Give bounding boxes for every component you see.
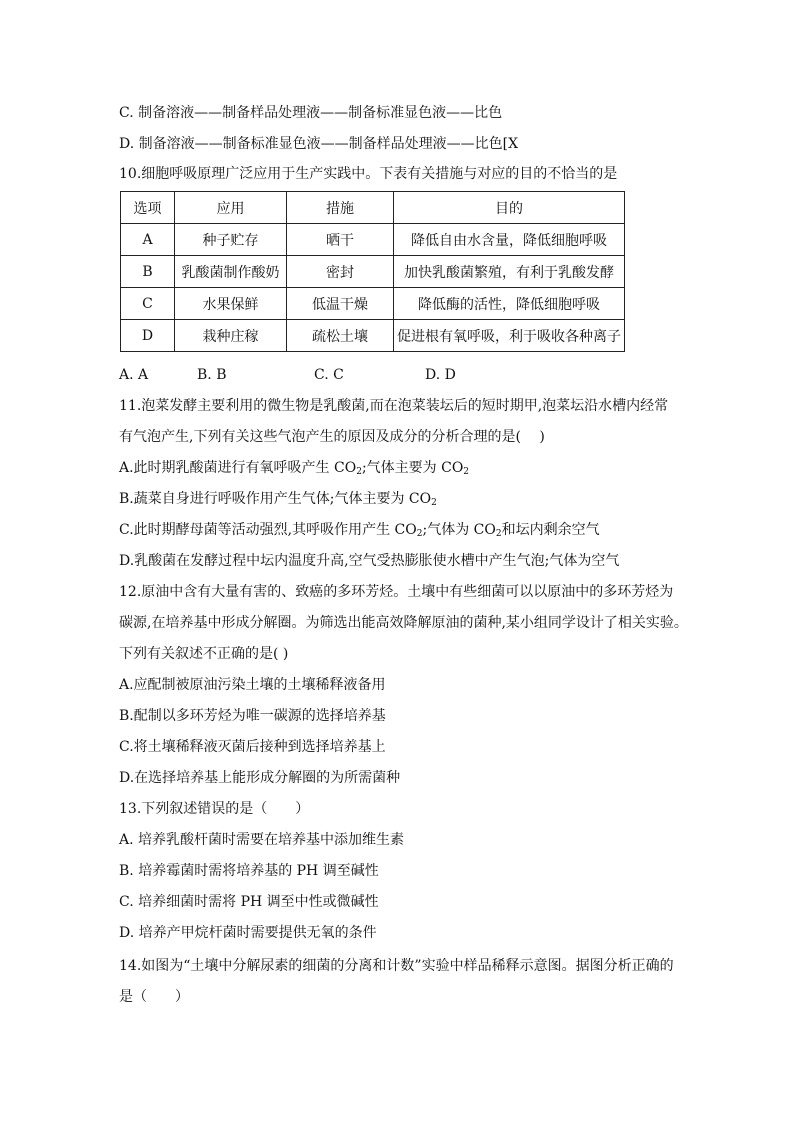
q12-option-c: C.将土壤稀释液灭菌后接种到选择培养基上 bbox=[119, 739, 386, 755]
q10-choice-a: A. A bbox=[119, 367, 149, 383]
table-cell: 水果保鲜 bbox=[175, 288, 287, 320]
table-row bbox=[121, 320, 625, 352]
q11-option-d: D.乳酸菌在发酵过程中坛内温度升高,空气受热膨胀使水槽中产生气泡;气体为空气 bbox=[119, 553, 620, 569]
q12-option-a: A.应配制被原油污染土壤的土壤稀释液备用 bbox=[119, 677, 386, 693]
q13-option-a: A. 培养乳酸杆菌时需要在培养基中添加维生素 bbox=[119, 832, 405, 848]
table-row bbox=[121, 224, 625, 256]
q10-choice-b: B. B bbox=[197, 367, 227, 383]
table-cell: D bbox=[121, 320, 175, 352]
table-header: 应用 bbox=[175, 192, 287, 224]
table-cell: B bbox=[121, 256, 175, 288]
table-cell: 晒干 bbox=[287, 224, 394, 256]
table-row bbox=[121, 256, 625, 288]
table-cell: 栽种庄稼 bbox=[175, 320, 287, 352]
table-header: 措施 bbox=[287, 192, 394, 224]
q12-option-d: D.在选择培养基上能形成分解圈的为所需菌种 bbox=[119, 770, 401, 786]
table-cell: C bbox=[121, 288, 175, 320]
q13-option-b: B. 培养霉菌时需将培养基的 PH 调至碱性 bbox=[119, 863, 379, 879]
q12-stem-line-3: 下列有关叙述不正确的是( ) bbox=[119, 646, 289, 662]
table-cell: 疏松土壤 bbox=[287, 320, 394, 352]
q12-stem-line-1: 12.原油中含有大量有害的、致癌的多环芳烃。土壤中有些细菌可以以原油中的多环芳烃为 bbox=[119, 584, 674, 600]
table-cell: 降低自由水含量，降低细胞呼吸 bbox=[394, 224, 625, 256]
table-header-row bbox=[121, 192, 625, 224]
q10-choices bbox=[119, 365, 539, 385]
q12-option-b: B.配制以多环芳烃为唯一碳源的选择培养基 bbox=[119, 708, 386, 724]
q10-choice-c: C. C bbox=[314, 367, 344, 383]
q9-option-d: D. 制备溶液——制备标准显色液——制备样品处理液——比色[X bbox=[119, 136, 519, 152]
q11-option-a: A.此时期乳酸菌进行有氧呼吸产生 $CO_2$;气体主要为 $CO_2$ bbox=[119, 460, 470, 477]
q11-stem-line-1: 11.泡菜发酵主要利用的微生物是乳酸菌,而在泡菜装坛后的短时期甲,泡菜坛沿水槽内经常 bbox=[119, 398, 669, 414]
q13-stem: 13.下列叙述错误的是（ ） bbox=[119, 801, 310, 817]
table-header: 目的 bbox=[394, 192, 625, 224]
q11-stem-line-2: 有气泡产生,下列有关这些气泡产生的原因及成分的分析合理的是( ) bbox=[119, 429, 545, 445]
q11-option-c: C.此时期酵母菌等活动强烈,其呼吸作用产生 $CO_2$;气体为 $CO_2$和坛内剩余空气 bbox=[119, 522, 600, 539]
q13-option-c: C. 培养细菌时需将 PH 调至中性或微碱性 bbox=[119, 894, 379, 910]
q13-option-d: D. 培养产甲烷杆菌时需要提供无氧的条件 bbox=[119, 925, 377, 941]
q10-choice-d: D. D bbox=[425, 367, 456, 383]
q10-stem: 10.细胞呼吸原理广泛应用于生产实践中。下表有关措施与对应的目的不恰当的是 bbox=[119, 166, 618, 182]
q11-option-b: B.蔬菜自身进行呼吸作用产生气体;气体主要为 $CO_2$ bbox=[119, 491, 437, 508]
q14-stem-line-1: 14.如图为“土壤中分解尿素的细菌的分离和计数”实验中样品稀释示意图。据图分析正确的 bbox=[119, 958, 674, 974]
q14-stem-line-2: 是（ ） bbox=[119, 989, 189, 1005]
q9-option-c: C. 制备溶液——制备样品处理液——制备标准显色液——比色 bbox=[119, 105, 503, 121]
table-cell: 低温干燥 bbox=[287, 288, 394, 320]
table-cell: 种子贮存 bbox=[175, 224, 287, 256]
q10-table bbox=[120, 191, 625, 352]
table-cell: 密封 bbox=[287, 256, 394, 288]
table-row bbox=[121, 288, 625, 320]
table-header: 选项 bbox=[121, 192, 175, 224]
table-cell: 乳酸菌制作酸奶 bbox=[175, 256, 287, 288]
table-cell: A bbox=[121, 224, 175, 256]
table-cell: 促进根有氧呼吸，利于吸收各种离子 bbox=[394, 320, 625, 352]
table-cell: 降低酶的活性，降低细胞呼吸 bbox=[394, 288, 625, 320]
q12-stem-line-2: 碳源,在培养基中形成分解圈。为筛选出能高效降解原油的菌种,某小组同学设计了相关实验。 bbox=[119, 615, 688, 631]
table-cell: 加快乳酸菌繁殖，有利于乳酸发酵 bbox=[394, 256, 625, 288]
